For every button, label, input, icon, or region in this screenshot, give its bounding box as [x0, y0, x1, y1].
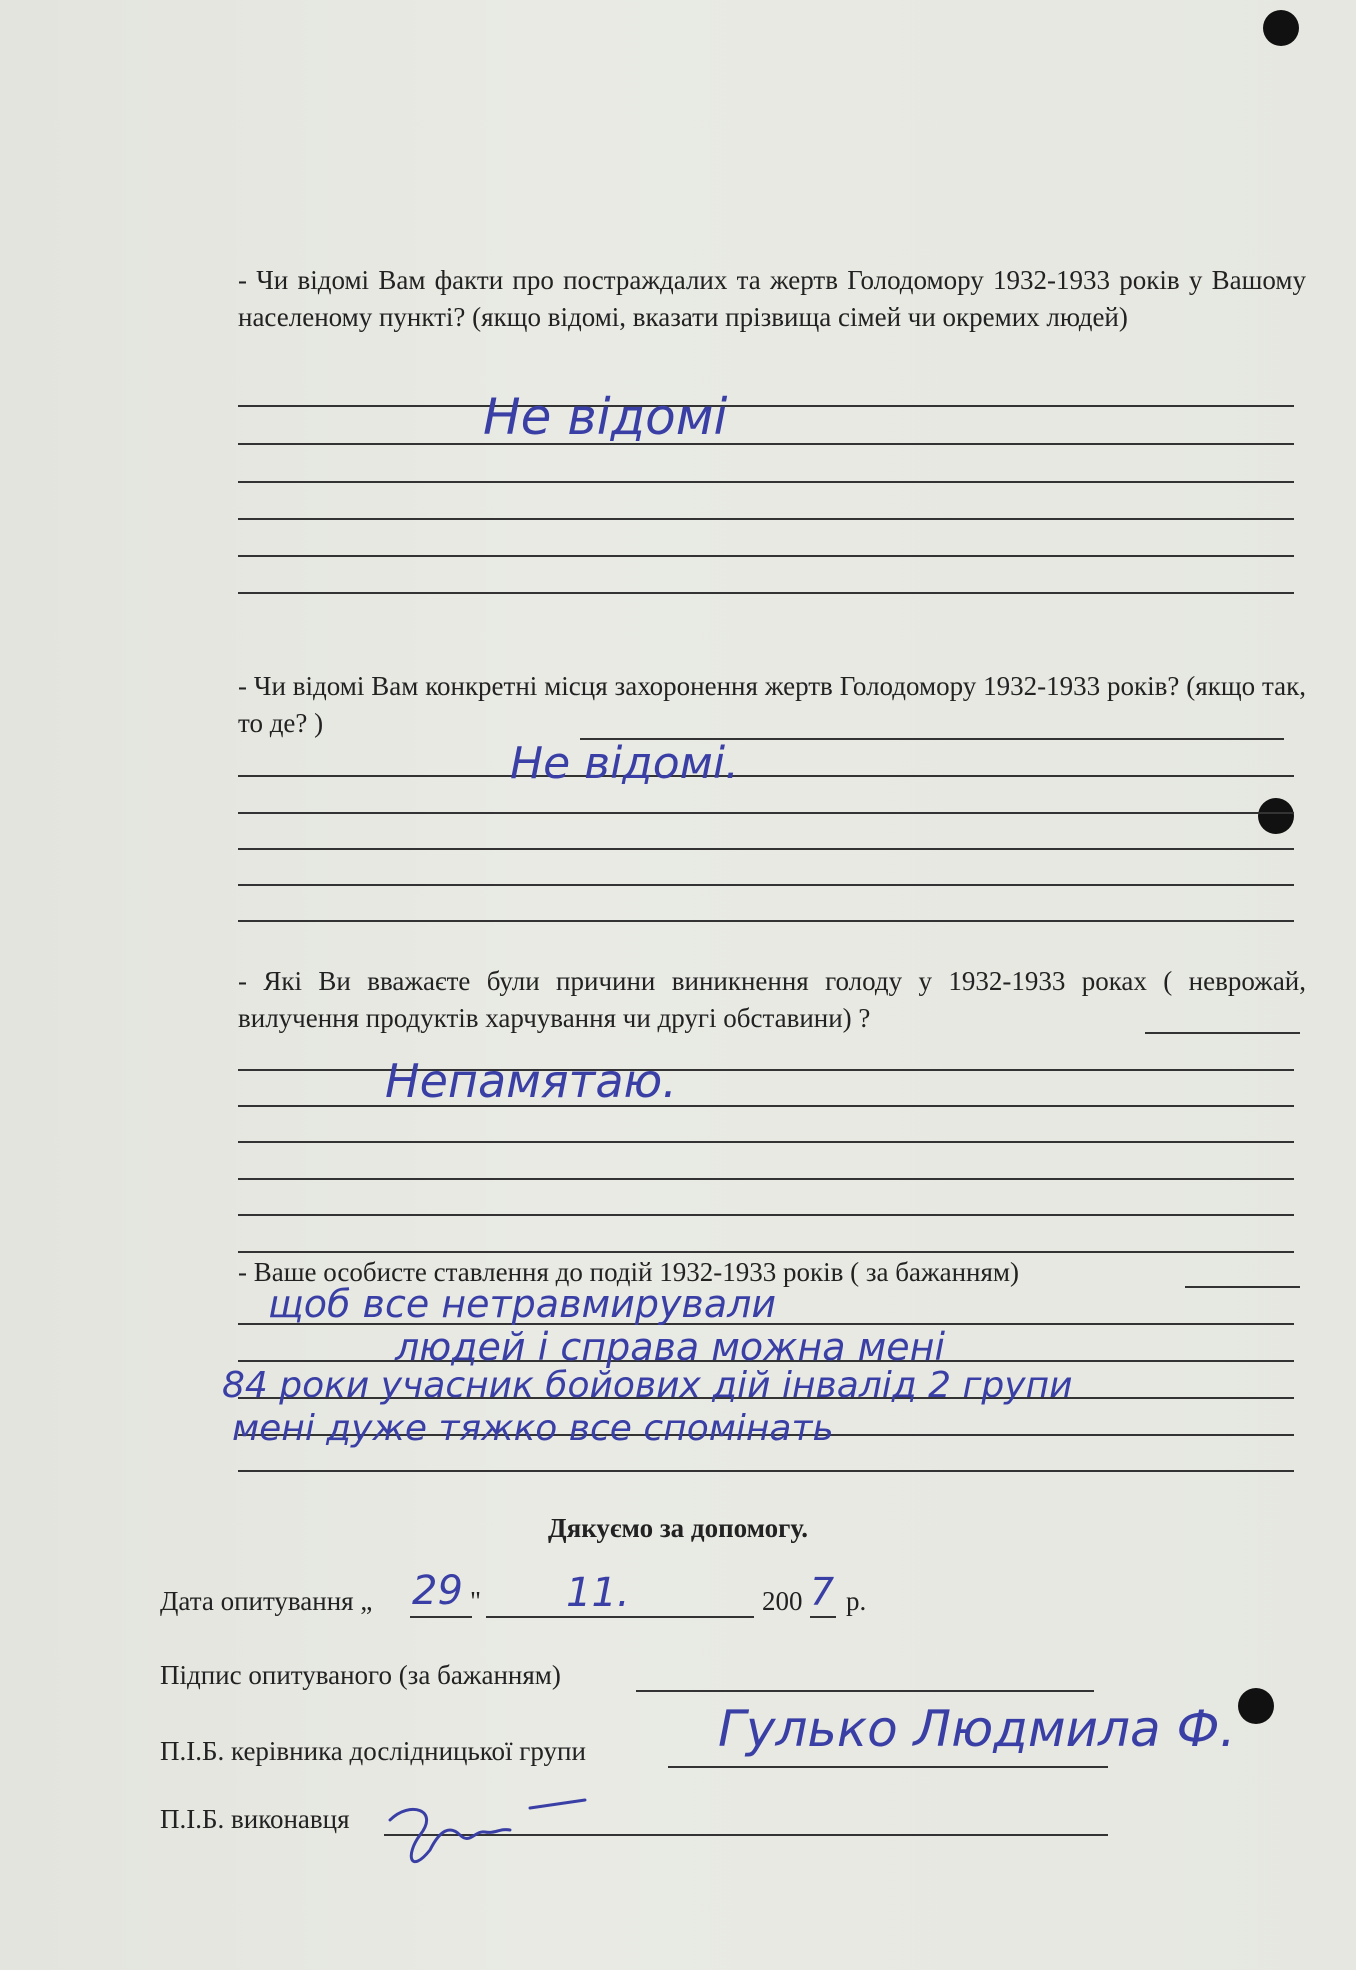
- answer-line: [238, 555, 1294, 557]
- date-day-value: 29: [412, 1568, 463, 1614]
- answer-line: [238, 518, 1294, 520]
- answer-line: [238, 812, 1294, 814]
- date-month-value: 11.: [566, 1570, 630, 1616]
- answer-line: [238, 443, 1294, 445]
- respondent-signature-line: [636, 1690, 1094, 1692]
- answer-line: [238, 405, 1294, 407]
- handwritten-answer-1: Не відомі: [483, 388, 728, 446]
- answer-line: [238, 1178, 1294, 1180]
- executor-label: П.І.Б. виконавця: [160, 1804, 350, 1834]
- answer-line: [1145, 1032, 1300, 1034]
- date-year-abbr: р.: [846, 1586, 867, 1616]
- answer-line: [238, 1251, 1294, 1253]
- handwritten-answer-3: Непамятаю.: [385, 1054, 677, 1108]
- thank-you-note: Дякуємо за допомогу.: [548, 1513, 808, 1543]
- question-3: - Які Ви вважаєте були причини виникнення голоду у 1932-1933 роках ( неврожай, вилучення продуктів харчування чи другі обставини) ?: [238, 966, 1306, 1033]
- handwritten-answer-4-line-4: мені дуже тяжко все спомінать: [232, 1408, 834, 1449]
- answer-line: [238, 884, 1294, 886]
- research-head-label: П.І.Б. керівника дослідницької групи: [160, 1736, 586, 1766]
- punch-hole-middle: [1258, 798, 1294, 834]
- date-year-line: [810, 1616, 836, 1618]
- date-year-value: 7: [810, 1570, 835, 1614]
- date-quote: ": [470, 1586, 482, 1616]
- handwritten-answer-4-line-3: 84 роки учасник бойових дій інвалід 2 групи: [222, 1365, 1073, 1406]
- answer-line: [1185, 1286, 1300, 1288]
- question-4: - Ваше особисте ставлення до подій 1932-1933 років ( за бажанням): [238, 1257, 1019, 1287]
- answer-line: [238, 1141, 1294, 1143]
- answer-line: [238, 1214, 1294, 1216]
- answer-line: [238, 920, 1294, 922]
- date-day-line: [410, 1616, 472, 1618]
- handwritten-answer-4-line-2: людей і справа можна мені: [395, 1325, 946, 1369]
- handwritten-answer-4-line-1: щоб все нетравмирували: [268, 1282, 777, 1326]
- answer-line: [238, 481, 1294, 483]
- answer-line: [238, 1470, 1294, 1472]
- research-head-line: [668, 1766, 1108, 1768]
- question-1: - Чи відомі Вам факти про постраждалих та жертв Голодомору 1932-1933 років у Вашому населеному пункті? (якщо відомі, вказати прізвища сімей чи окремих людей): [238, 265, 1306, 332]
- respondent-signature-label: Підпис опитуваного (за бажанням): [160, 1660, 561, 1690]
- question-2: - Чи відомі Вам конкретні місця захоронення жертв Голодомору 1932-1933 років? (якщо так, то де? ): [238, 671, 1306, 738]
- answer-line: [238, 848, 1294, 850]
- survey-date-label: Дата опитування „: [160, 1586, 373, 1616]
- date-year-prefix: 200: [762, 1586, 803, 1616]
- research-head-name: Гулько Людмила Ф.: [718, 1700, 1236, 1758]
- handwritten-answer-2: Не відомі.: [510, 738, 740, 789]
- punch-hole-bottom: [1238, 1688, 1274, 1724]
- executor-signature: [380, 1790, 600, 1880]
- punch-hole-top: [1263, 10, 1299, 46]
- answer-line: [238, 592, 1294, 594]
- answer-line: [238, 775, 1294, 777]
- date-month-line: [486, 1616, 754, 1618]
